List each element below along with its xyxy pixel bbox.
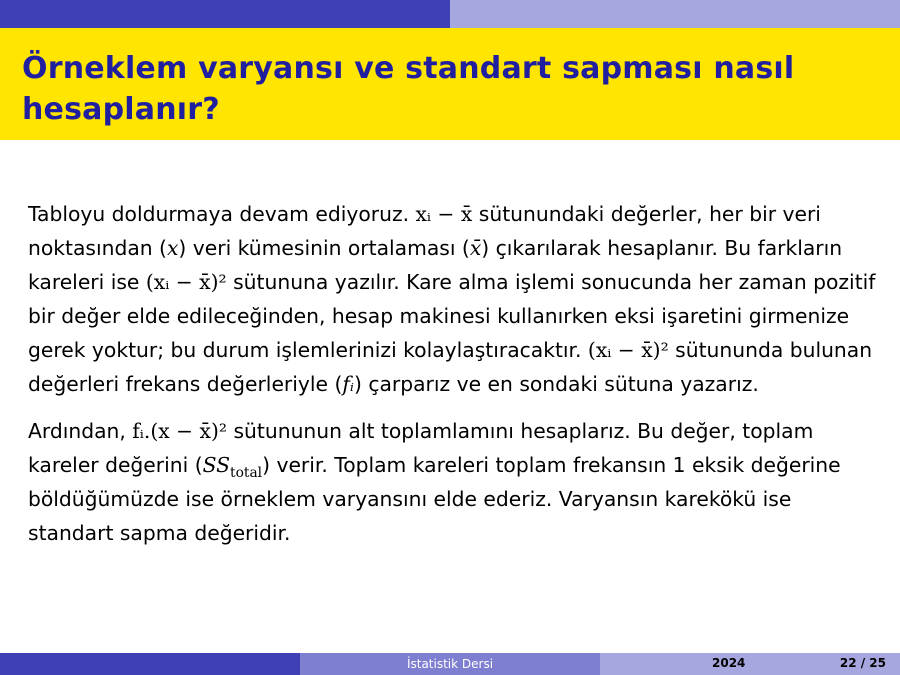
footer-center — [300, 653, 600, 675]
footer-course: İstatistik Dersi — [406, 657, 494, 671]
math-squared-deviation: (xᵢ − x̄)² — [587, 338, 669, 362]
math-frequency: fᵢ — [342, 372, 354, 396]
paragraph-2 — [28, 414, 878, 550]
slide-title: Örneklem varyansı ve standart sapması nasıl hesaplanır? — [22, 51, 795, 127]
math-deviation: xᵢ − x̄ — [415, 202, 473, 226]
math-x: x — [166, 236, 179, 260]
text-segment: Ardından, — [28, 419, 133, 443]
math-xbar: x̄ — [469, 236, 482, 260]
header-bar — [0, 0, 900, 28]
paragraph-1 — [28, 197, 878, 401]
header-bar-right — [450, 0, 900, 28]
footer-left — [0, 653, 300, 675]
text-segment: sütunundaki değerler, her bir veri noktasından ( — [28, 202, 821, 260]
header-bar-left — [0, 0, 450, 28]
math-squared-deviation: (xᵢ − x̄)² — [145, 270, 227, 294]
page-number: 22 / 25 — [839, 656, 886, 670]
footer-bar — [0, 653, 900, 675]
text-segment: Tabloyu doldurmaya devam ediyoruz. — [28, 202, 416, 226]
text-segment: ) çıkarılarak hesaplanır. Bu farkların kareleri ise — [28, 236, 843, 294]
text-segment: ) verir. Toplam kareleri toplam frekansın 1 eksik değerine böldüğümüzde ise örneklem varyansını elde ederiz. Varyansın karekökü ise standart sapma değeridir. — [28, 453, 841, 545]
text-segment: sütununa yazılır. Kare alma işlemi sonucunda her zaman pozitif bir değer elde edileceğinden, hesap makinesi kullanırken eksi işaretini girmenize gerek yoktur; bu durum işlemlerinizi kolaylaştıracaktır. — [28, 270, 876, 362]
title-band — [0, 28, 900, 140]
text-segment: ) veri kümesinin ortalaması ( — [178, 236, 470, 260]
math-ss-subscript: total — [230, 465, 263, 482]
slide-body — [28, 197, 878, 550]
footer-year: 2024 — [712, 656, 746, 670]
text-segment: sütununun alt toplamlamını hesaplarız. Bu değer, toplam kareler değerini ( — [28, 419, 814, 477]
math-ss — [202, 453, 263, 482]
footer-right — [600, 653, 900, 675]
text-segment: ) çarparız ve en sondaki sütuna yazarız. — [353, 372, 759, 396]
text-segment: sütununda bulunan değerleri frekans değerleriyle ( — [28, 338, 873, 396]
math-ss-symbol: SS — [202, 453, 231, 477]
math-weighted-squared-deviation: fᵢ.(x − x̄)² — [132, 419, 228, 443]
